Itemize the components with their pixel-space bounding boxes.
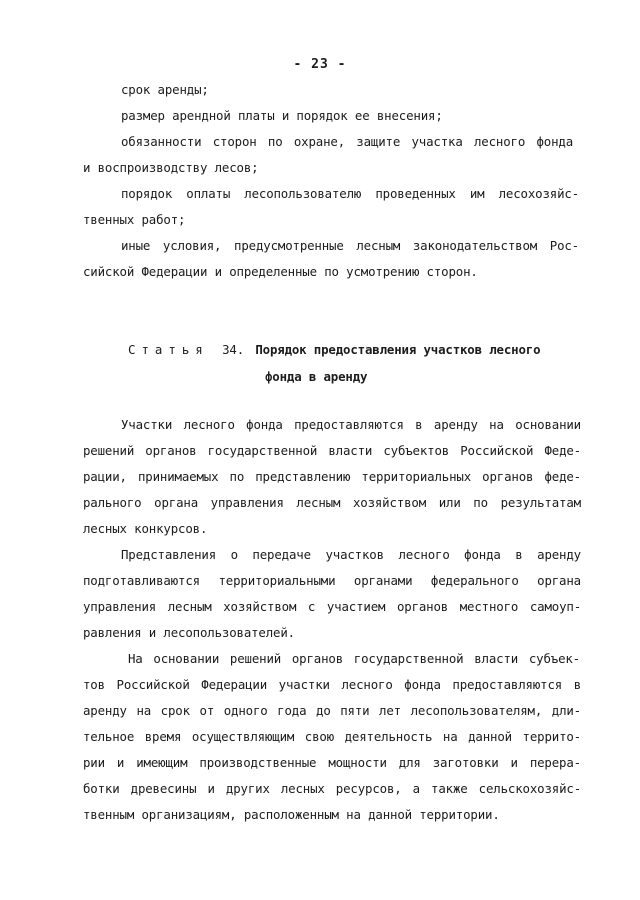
paragraph2-line4: равления и лесопользователей. [83, 625, 295, 640]
paragraph1-line3: рации, принимаемых по представлению территориальных органов феде- [83, 469, 581, 484]
article-word: Статья [128, 342, 209, 357]
paragraph3-line4: тельное время осуществляющим свою деятельность на данной террито- [83, 729, 581, 744]
article-heading-line2 [265, 369, 367, 385]
list-item-other-conditions: иные условия, предусмотренные лесным законодательством Рос- [121, 238, 579, 253]
paragraph3-line6: ботки древесины и других лесных ресурсов, а также сельскохозяйс- [83, 781, 581, 796]
list-item-payment-order: порядок оплаты лесопользователю проведенных им лесохозяйс- [121, 186, 579, 201]
article-number: 34. [222, 342, 245, 357]
paragraph3-line1: На основании решений органов государственной власти субъек- [128, 651, 580, 666]
paragraph2-line1: Представления о передаче участков лесного фонда в аренду [121, 547, 581, 562]
page-number: - 23 - [293, 57, 347, 72]
list-item-payment-order-cont: твенных работ; [83, 212, 186, 227]
list-item-other-conditions-cont: сийской Федерации и определенные по усмотрению сторон. [83, 264, 478, 279]
paragraph3-line2: тов Российской Федерации участки лесного фонда предоставляются в [83, 677, 581, 692]
list-item-obligations: обязанности сторон по охране, защите участка лесного фонда [121, 134, 573, 149]
article-title-line1: Порядок предоставления участков лесного [255, 342, 541, 357]
paragraph1-line2: решений органов государственной власти субъектов Российской Феде- [83, 443, 581, 458]
article-heading-line1 [128, 342, 540, 358]
paragraph1-line5: лесных конкурсов. [83, 521, 208, 536]
list-item-obligations-cont: и воспроизводству лесов; [83, 160, 259, 175]
paragraph2-line3: управления лесным хозяйством с участием органов местного самоуп- [83, 599, 581, 614]
paragraph3-line5: рии и имеющим производственные мощности для заготовки и перера- [83, 755, 581, 770]
paragraph1-line4: рального органа управления лесным хозяйством или по результатам [83, 495, 581, 510]
paragraph3-line3: аренду на срок от одного года до пяти лет лесопользователям, дли- [83, 703, 581, 718]
article-title-line2: фонда в аренду [265, 369, 368, 384]
paragraph2-line2: подготавливаются территориальными органами федерального органа [83, 573, 581, 588]
list-item-lease-term: срок аренды; [121, 82, 209, 97]
paragraph3-line7: твенным организациям, расположенным на данной территории. [83, 807, 500, 822]
paragraph1-line1: Участки лесного фонда предоставляются в аренду на основании [121, 417, 581, 432]
list-item-rent-amount: размер арендной платы и порядок ее внесения; [121, 108, 443, 123]
